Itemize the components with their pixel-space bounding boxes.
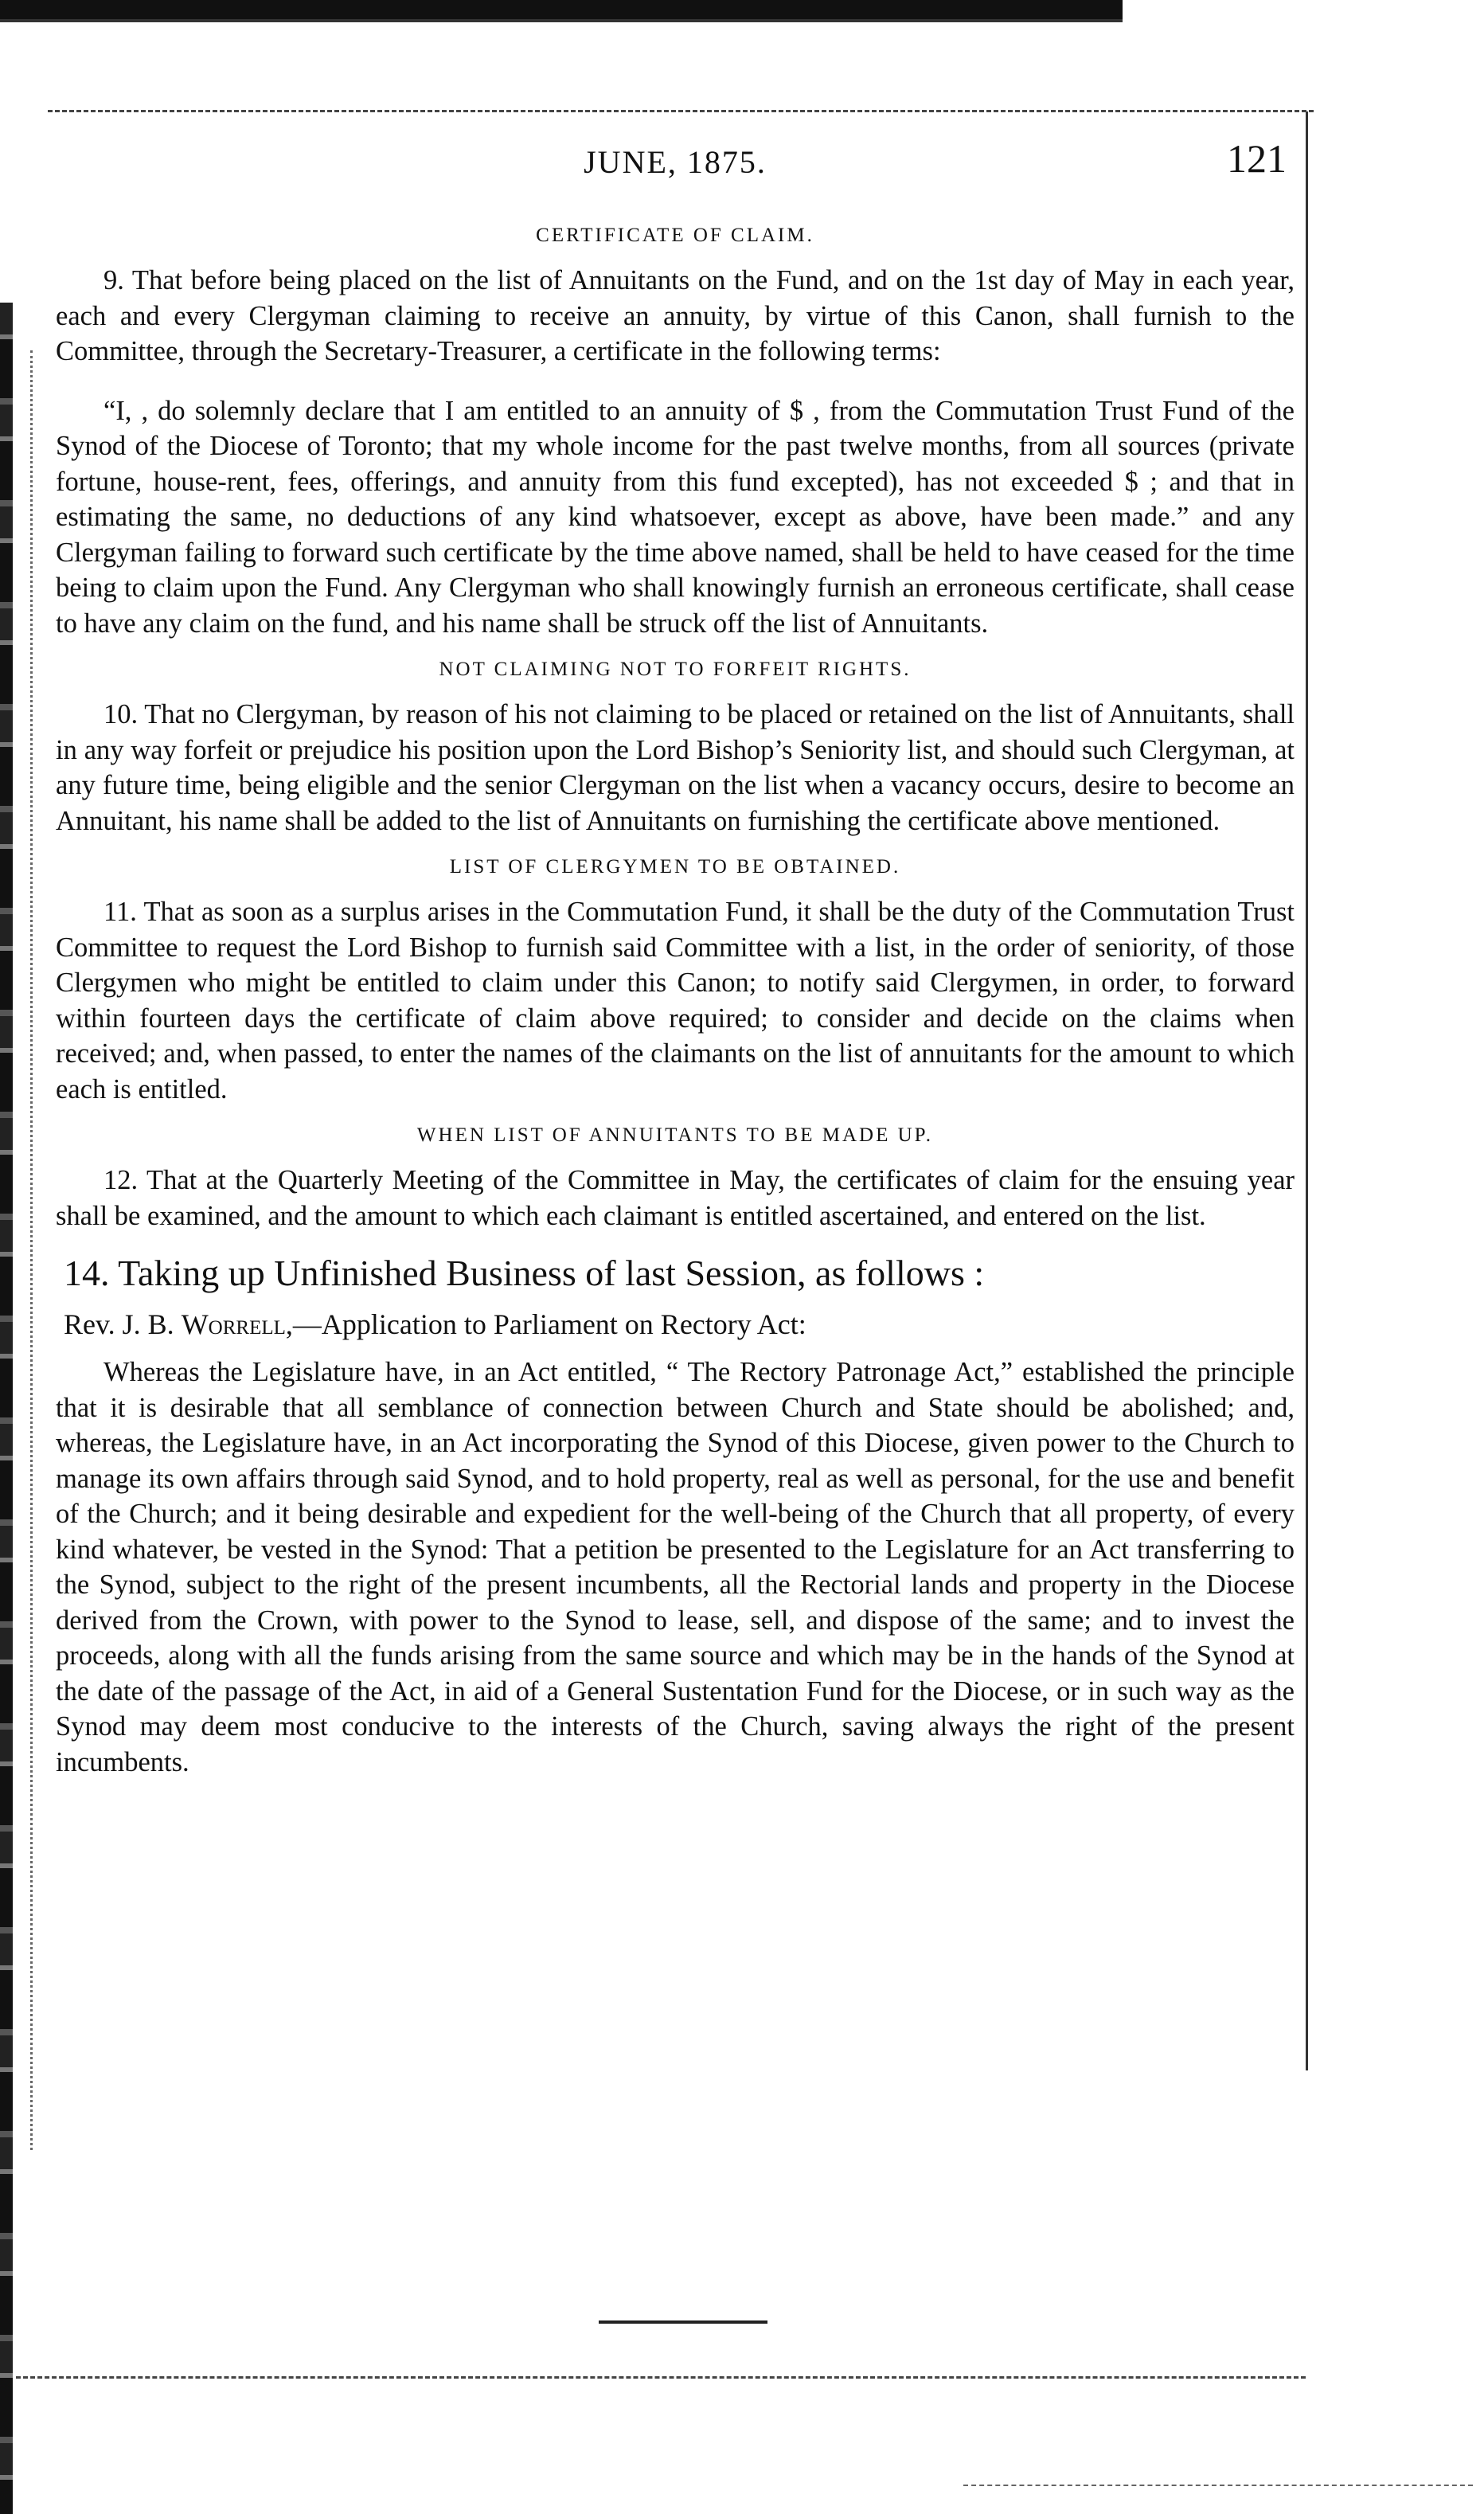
document-page	[56, 135, 1295, 1780]
header-rule	[48, 110, 1314, 112]
scan-corner-dash	[963, 2485, 1473, 2486]
section-heading-not-claiming: NOT CLAIMING NOT TO FORFEIT RIGHTS.	[439, 659, 912, 680]
mover-prefix: Rev. J. B.	[64, 1308, 182, 1340]
end-rule	[599, 2320, 767, 2324]
mover-name: Worrell	[181, 1308, 286, 1340]
section-heading-list-of-clergymen: LIST OF CLERGYMEN TO BE OBTAINED.	[449, 856, 901, 878]
page-frame-right	[1306, 111, 1308, 2070]
footer-rule	[16, 2376, 1306, 2379]
certificate-text: “I, , do solemnly declare that I am entitled to an annuity of $ , from the Commutation Trust Fund of the Synod of the Diocese of Toronto; that my whole income for the past twelve months, from all sources (private fortune, house-rent, fees, offerings, and annuity from this fund excepted), has not exceeded $ ; and that in estimating the same, no deductions of any kind whatsoever, except as above, have been made.” and any Clergyman failing to forward such certificate by the time above named, shall be held to have ceased for the time being to claim upon the Fund. Any Clergyman who shall knowingly furnish an erroneous certificate, shall cease to have any claim on the fund, and his name shall be struck off the list of Annuitants.	[56, 395, 1295, 639]
paragraph-10: 10. That no Clergyman, by reason of his not claiming to be placed or retained on the list of Annuitants, shall in any way forfeit or prejudice his position upon the Lord Bishop’s Seniority list, and should such Clergyman, at any future time, being eligible and the senior Clergyman on the list when a vacancy occurs, desire to become an Annuitant, his name shall be added to the list of Annuitants on furnishing the certificate above mentioned.	[56, 699, 1295, 836]
paragraph-12: 12. That at the Quarterly Meeting of the Committee in May, the certificates of claim for the ensuing year shall be examined, and the amount to which each claimant is entitled ascertained, and entered on the list.	[56, 1165, 1295, 1231]
section-heading-when-list: WHEN LIST OF ANNUITANTS TO BE MADE UP.	[416, 1124, 934, 1146]
motion-paragraph: Whereas the Legislature have, in an Act entitled, “ The Rectory Patronage Act,” established the principle that it is desirable that all semblance of connection between Church and State should be abolished; and, whereas, the Legislature have, in an Act incorporating the Synod of this Diocese, given power to the Church to manage its own affairs through said Synod, and to hold property, real as well as personal, for the use and benefit of the Church; and it being desirable and expedient for the well-being of the Church that all property, of every kind whatever, be vested in the Synod: That a petition be presented to the Legislature for an Act transferring to the Synod, subject to the right of the present incumbents, all the Rectorial lands and property in the Diocese derived from the Crown, with power to the Synod to lease, sell, and dispose of the same; and to invest the proceeds, along with all the funds arising from the same source and which may be in the hands of the Synod at the date of the passage of the Act, in aid of a General Sustentation Fund for the Diocese, or in such way as the Synod may deem most conducive to the interests of the Church, saving always the right of the present incumbents.	[56, 1357, 1295, 1777]
scan-rule-top	[0, 19, 1123, 22]
page-number: 121	[1227, 136, 1287, 181]
page-frame-left	[30, 350, 33, 2150]
running-title: JUNE, 1875.	[584, 144, 767, 180]
running-head	[56, 135, 1295, 207]
section-heading-certificate: CERTIFICATE OF CLAIM.	[536, 225, 814, 246]
motion-title: ,—Application to Parliament on Rectory Act:	[285, 1308, 806, 1340]
scan-border-left	[0, 303, 13, 2514]
paragraph-9: 9. That before being placed on the list of Annuitants on the Fund, and on the 1st day of May in each year, each and every Clergyman claiming to receive an annuity, by virtue of this Canon, shall furnish to the Committee, through the Secretary-Treasurer, a certificate in the following terms:	[56, 265, 1295, 366]
scan-border-top	[0, 0, 1123, 19]
business-heading: 14. Taking up Unfinished Business of last Session, as follows :	[64, 1253, 985, 1293]
motion-mover-line	[64, 1305, 1295, 1343]
paragraph-11: 11. That as soon as a surplus arises in the Commutation Fund, it shall be the duty of the Commutation Trust Committee to request the Lord Bishop to furnish said Committee with a list, in the order of seniority, of those Clergymen who might be entitled to claim under this Canon; to notify said Clergymen, in order, to forward within fourteen days the certificate of claim above required; to consider and decide on the claims when received; and, when passed, to enter the names of the claimants on the list of annuitants for the amount to which each is entitled.	[56, 897, 1295, 1105]
